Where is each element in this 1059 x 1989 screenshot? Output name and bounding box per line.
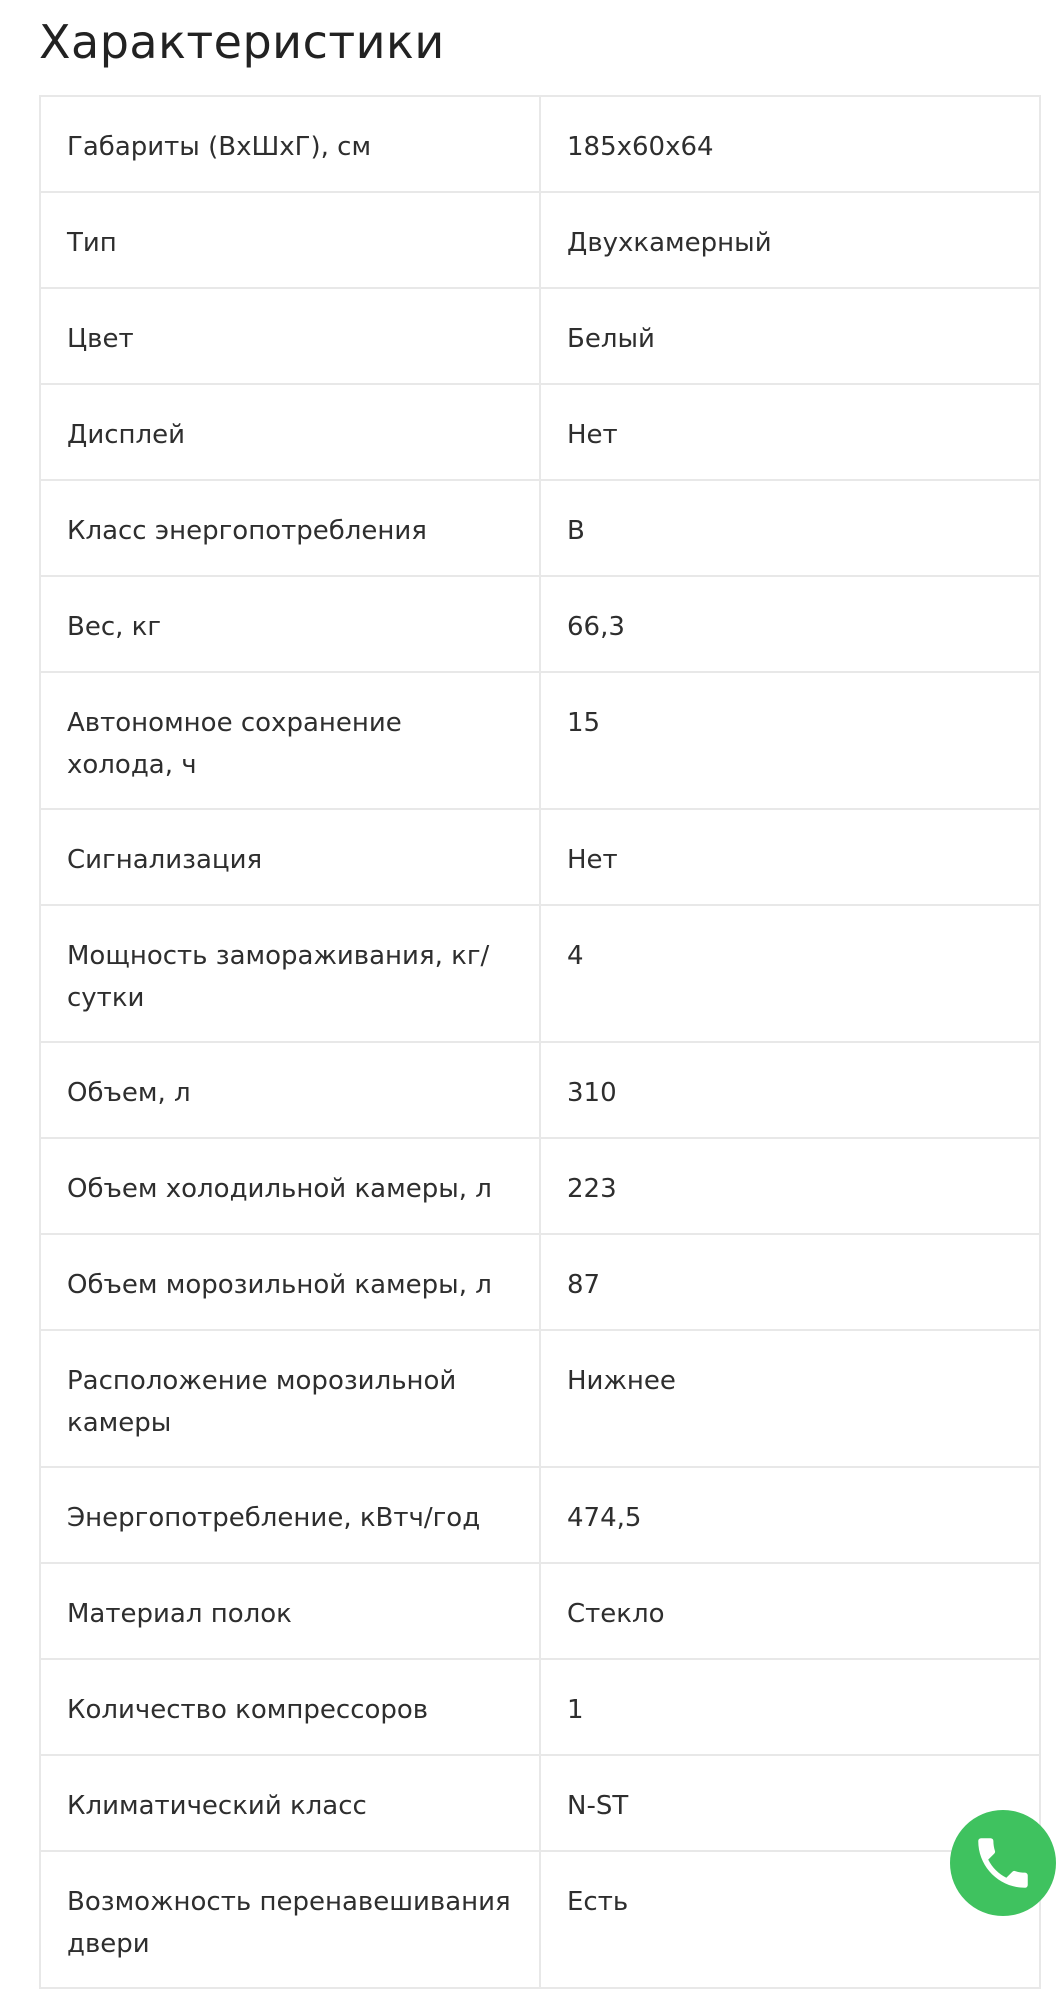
spec-value: 87 bbox=[540, 1234, 1040, 1330]
spec-name: Возможность перенавешивания двери bbox=[40, 1851, 540, 1988]
spec-row bbox=[40, 1467, 1040, 1563]
spec-name: Энергопотребление, кВтч/год bbox=[40, 1467, 540, 1563]
spec-name: Объем морозильной камеры, л bbox=[40, 1234, 540, 1330]
spec-value: Нет bbox=[540, 384, 1040, 480]
spec-value: 66,3 bbox=[540, 576, 1040, 672]
spec-name: Объем холодильной камеры, л bbox=[40, 1138, 540, 1234]
specs-table bbox=[39, 95, 1041, 1989]
spec-row bbox=[40, 480, 1040, 576]
spec-name: Вес, кг bbox=[40, 576, 540, 672]
spec-name: Расположение морозильной камеры bbox=[40, 1330, 540, 1467]
spec-row bbox=[40, 96, 1040, 192]
spec-value: Белый bbox=[540, 288, 1040, 384]
spec-row bbox=[40, 288, 1040, 384]
spec-name: Количество компрессоров bbox=[40, 1659, 540, 1755]
spec-value: 474,5 bbox=[540, 1467, 1040, 1563]
spec-row bbox=[40, 905, 1040, 1042]
spec-row bbox=[40, 1851, 1040, 1988]
spec-row bbox=[40, 1330, 1040, 1467]
spec-value: 4 bbox=[540, 905, 1040, 1042]
spec-row bbox=[40, 1234, 1040, 1330]
spec-name: Климатический класс bbox=[40, 1755, 540, 1851]
spec-row bbox=[40, 1659, 1040, 1755]
spec-name: Мощность замораживания, кг/сутки bbox=[40, 905, 540, 1042]
spec-value: 1 bbox=[540, 1659, 1040, 1755]
spec-value: B bbox=[540, 480, 1040, 576]
spec-value: 310 bbox=[540, 1042, 1040, 1138]
spec-name: Автономное сохранение холода, ч bbox=[40, 672, 540, 809]
spec-name: Тип bbox=[40, 192, 540, 288]
spec-row bbox=[40, 1138, 1040, 1234]
spec-row bbox=[40, 1563, 1040, 1659]
page-title: Характеристики bbox=[39, 15, 445, 69]
spec-row bbox=[40, 809, 1040, 905]
spec-value: 15 bbox=[540, 672, 1040, 809]
spec-row bbox=[40, 576, 1040, 672]
spec-name: Объем, л bbox=[40, 1042, 540, 1138]
spec-value: 223 bbox=[540, 1138, 1040, 1234]
phone-icon bbox=[970, 1830, 1036, 1896]
spec-value: Есть bbox=[540, 1851, 1040, 1988]
spec-name: Цвет bbox=[40, 288, 540, 384]
spec-value: 185х60х64 bbox=[540, 96, 1040, 192]
spec-value: Нет bbox=[540, 809, 1040, 905]
spec-name: Дисплей bbox=[40, 384, 540, 480]
spec-row bbox=[40, 1042, 1040, 1138]
spec-row bbox=[40, 192, 1040, 288]
spec-name: Класс энергопотребления bbox=[40, 480, 540, 576]
spec-row bbox=[40, 672, 1040, 809]
spec-name: Материал полок bbox=[40, 1563, 540, 1659]
spec-value: Двухкамерный bbox=[540, 192, 1040, 288]
spec-value: Нижнее bbox=[540, 1330, 1040, 1467]
spec-value: N-ST bbox=[540, 1755, 1040, 1851]
spec-row bbox=[40, 1755, 1040, 1851]
spec-name: Сигнализация bbox=[40, 809, 540, 905]
spec-row bbox=[40, 384, 1040, 480]
call-button[interactable] bbox=[950, 1810, 1056, 1916]
spec-name: Габариты (ВхШхГ), см bbox=[40, 96, 540, 192]
spec-value: Стекло bbox=[540, 1563, 1040, 1659]
